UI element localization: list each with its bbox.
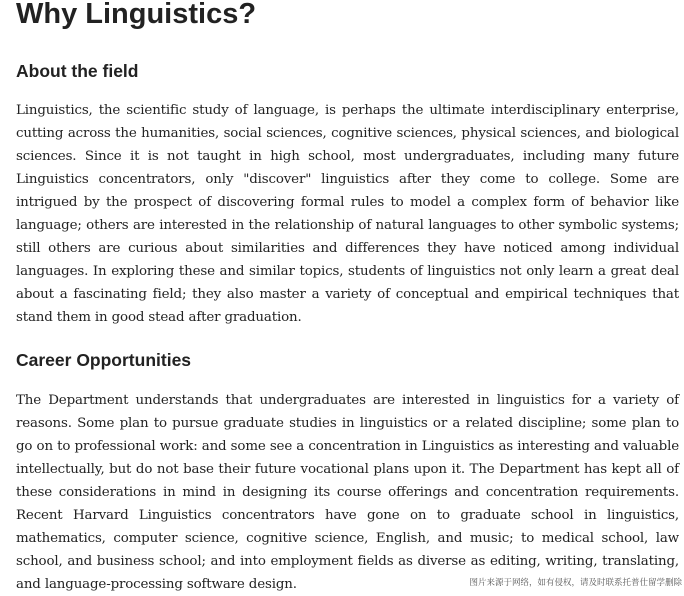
watermark-text: 图片来源于网络，如有侵权，请及时联系托普仕留学删除 [469, 578, 682, 588]
section-heading-about: About the field [16, 61, 139, 81]
page-title: Why Linguistics? [16, 0, 257, 30]
section-heading-career: Career Opportunities [16, 350, 192, 370]
section-body-about: Linguistics, the scientific study of language, is perhaps the ultimate interdisciplinary enterprise, cutting across the humanities, social sciences, cognitive sciences, physical sciences, and biological sciences. Since it is not taught in high school, most undergraduates, including many future Linguistics concentrators, only "discover" linguistics after they come to college. Some are intrigued by the prospect of discovering formal rules to model a complex form of behavior like language; others are interested in the relationship of natural languages to other symbolic systems; still others are curious about similarities and differences they have noticed among individual languages. In exploring these and similar topics, students of linguistics not only learn a great deal about a fascinating field; they also master a variety of conceptual and empirical techniques that stand them in good stead after graduation. [16, 103, 679, 325]
section-body-career: The Department understands that undergraduates are interested in linguistics for a variety of reasons. Some plan to pursue graduate studies in linguistics or a related discipline; some plan to go on to professional work: and some see a concentration in Linguistics as interesting and valuable intellectually, but do not base their future vocational plans upon it. The Department has kept all of these considerations in mind in designing its course offerings and concentration requirements. Recent Harvard Linguistics concentrators have gone on to graduate school in linguistics, mathematics, computer science, cognitive science, English, and music; to medical school, law school, and business school; and into employment fields as diverse as editing, writing, translating, and language-processing software design. [16, 393, 679, 592]
